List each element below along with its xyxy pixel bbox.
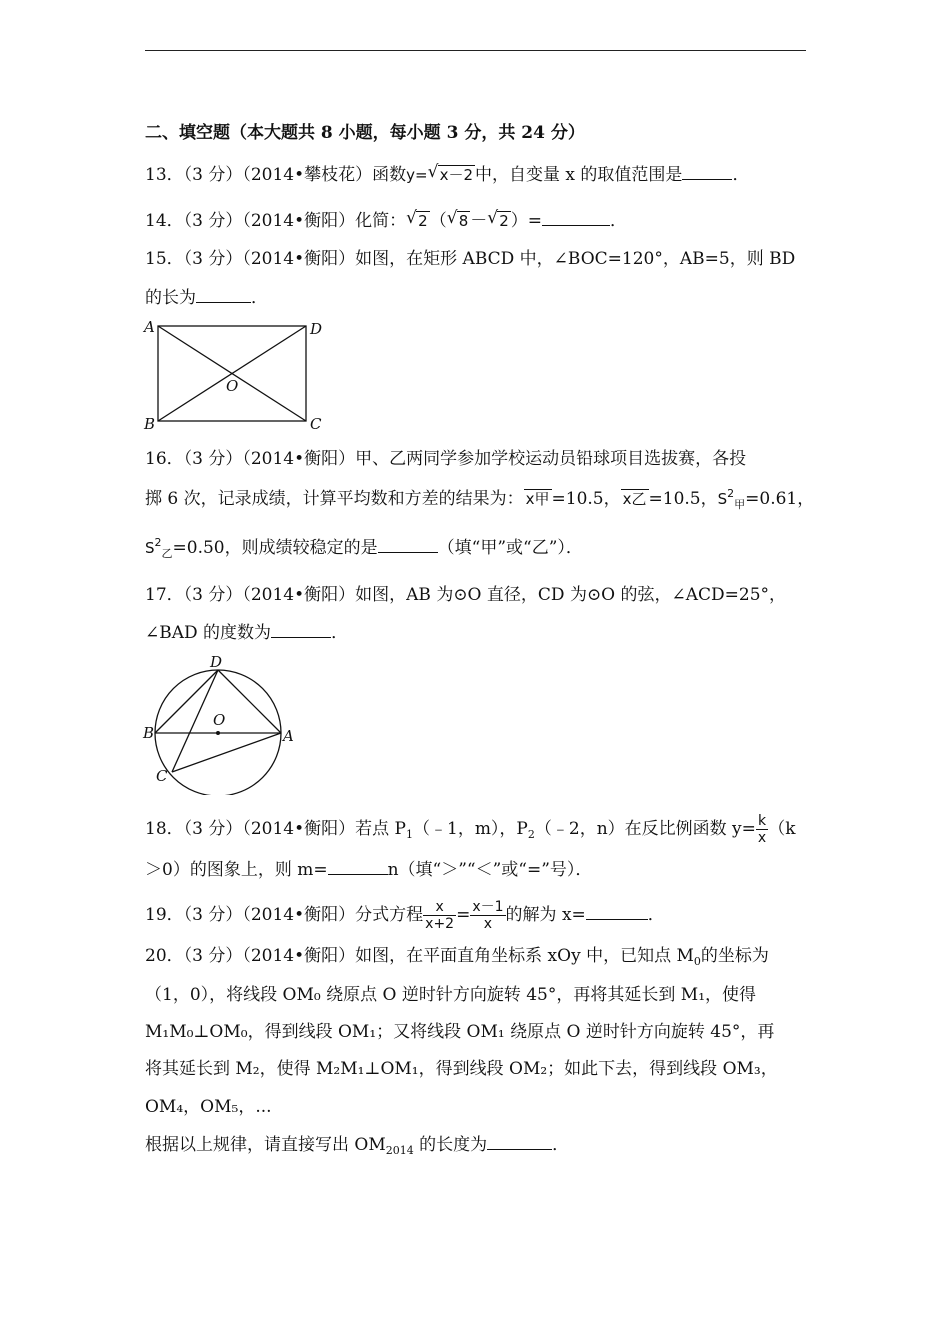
question-13: 13．（3 分）（2014•攀枝花）函数y= √ x－2 中，自变量 x 的取值范围是 ． [145,162,750,185]
label-A: A [144,318,155,336]
circle-figure [140,650,300,795]
question-17-line1: 17．（3 分）（2014•衡阳）如图，AB 为⊙O 直径，CD 为⊙O 的弦，∠ACD=25°， [145,585,787,605]
label-B: B [143,724,155,742]
label-A: A [283,727,294,745]
answer-blank [196,286,251,303]
question-15-line1: 15．（3 分）（2014•衡阳）如图，在矩形 ABCD 中，∠BOC=120°，AB=5，则 BD [145,249,796,269]
sqrt-2: √ 2 [406,208,428,230]
question-19: 19．（3 分）（2014•衡阳）分式方程 $\frac{x}{x+2}$ = $\frac{x-1}{x}$ 的解为 x= ． [145,899,665,932]
variance-yi: $S^2_乙$ [145,536,173,560]
sqrt-8: √ 8 [446,208,469,230]
question-20-line1: 20．（3 分）（2014•衡阳）如图，在平面直角坐标系 xOy 中，已知点 $M_0$的坐标为 [145,946,769,968]
mean-jia: x甲 [525,490,550,508]
fraction-left: $\frac{x}{x+2}$ [425,899,455,932]
label-D: D [310,320,323,338]
question-20-line2: （1，0），将线段 OM₀ 绕原点 O 逆时针方向旋转 45°，再将其延长到 M₁，使得 [145,985,757,1005]
question-15-line2: 的长为 ． [145,288,268,308]
mean-yi: x乙 [622,490,647,508]
sqrt-expression: √ x－2 [427,162,474,184]
fraction-k-over-x: $\frac{k}{x}$ [757,813,767,846]
label-D: D [210,653,223,671]
answer-blank [542,209,610,226]
variance-jia: $S^2_甲$ [717,487,746,511]
answer-blank [682,163,732,180]
question-16-line1: 16．（3 分）（2014•衡阳）甲、乙两同学参加学校运动员铅球项目选拔赛，各投 [145,449,747,469]
rectangle-figure [140,316,330,434]
question-17-line2: ∠BAD 的度数为 ． [145,623,349,643]
question-18-line1: 18．（3 分）（2014•衡阳）若点 $P_1(﹣1$，m），$P_2(﹣2$，n）在反比例函数 y= $\frac{k}{x}$ （k [145,813,796,846]
question-14: 14．（3 分）（2014•衡阳）化简： √ 2 （ √ 8 － √ 2 ）= ． [145,208,628,231]
answer-blank [487,1133,552,1150]
question-20-line6: 根据以上规律，请直接写出 $OM_{2014}$ 的长度为 ． [145,1135,570,1157]
label-C: C [310,415,322,433]
question-16-line3: $S^2_乙=0.50$，则成绩较稳定的是 （填“甲”或“乙”）． [145,536,583,560]
header-rule [145,50,806,51]
section-title: 二、填空题（本大题共 8 小题，每小题 3 分，共 24 分） [145,123,585,143]
question-18-line2: ＞0）的图象上，则 m= n（填“＞”“＜”或“=”号）． [145,860,593,880]
label-O: O [213,711,226,729]
sqrt-2b: √ 2 [487,208,509,230]
question-20-line4: 将其延长到 M₂，使得 M₂M₁⊥OM₁，得到线段 OM₂；如此下去，得到线段 OM₃， [145,1059,778,1079]
label-B: B [144,415,156,433]
answer-blank [378,536,438,553]
label-C: C [156,767,168,785]
question-20-line5: OM₄，OM₅，... [145,1097,272,1117]
question-16-line2: 掷 6 次，记录成绩，计算平均数和方差的结果为： x甲 =10.5， x乙 =10.5，$S^2_甲=0.61$， [145,487,815,511]
answer-blank [328,858,388,875]
fraction-right: $\frac{x-1}{x}$ [472,899,504,932]
answer-blank [271,621,331,638]
label-O: O [226,377,239,395]
answer-blank [586,903,648,920]
question-20-line3: M₁M₀⊥OM₀，得到线段 OM₁；又将线段 OM₁ 绕原点 O 逆时针方向旋转 45°，再 [145,1022,775,1042]
function-formula: y= √ x－2 [406,162,474,184]
